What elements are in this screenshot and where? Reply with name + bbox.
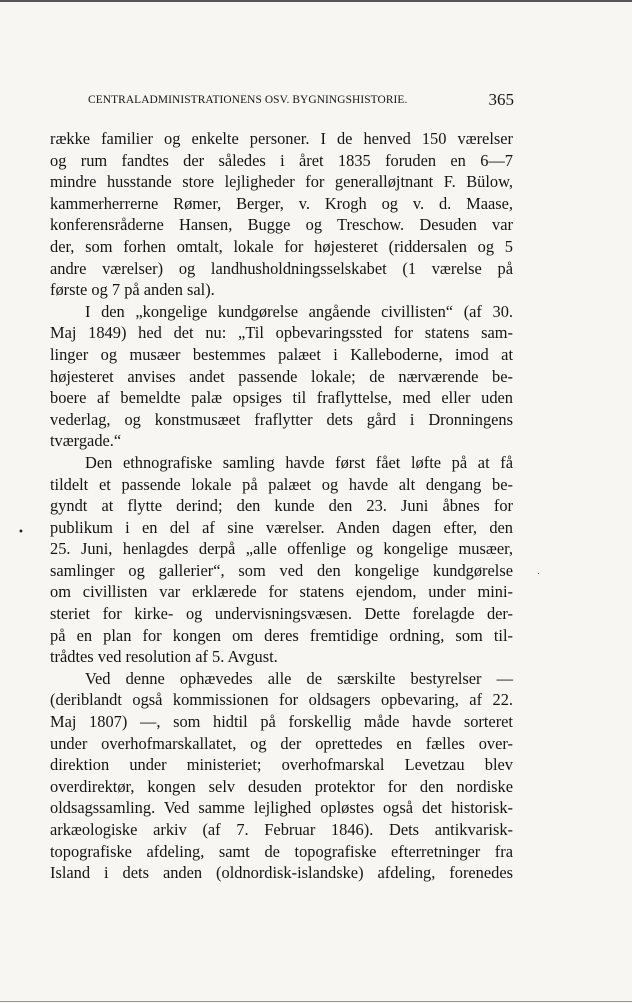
text-line: steriet for kirke- og undervisningsvæsen. Dette forelagde der- — [50, 604, 513, 624]
text-line: samlinger og gallerier“, som ved den kongelige kundgørelse — [50, 560, 513, 580]
text-line: Ved denne ophævedes alle de særskilte bestyrelser — — [85, 668, 513, 688]
text-line: oldsagssamling. Ved samme lejlighed opløstes også det historisk- — [50, 798, 513, 818]
text-line: Maj 1807) —, som hidtil på forskellig måde havde sorteret — [50, 712, 513, 732]
running-title: CENTRALADMINISTRATIONENS OSV. BYGNINGSHISTORIE. — [88, 94, 408, 106]
text-line: under overhofmarskallatet, og der oprettedes en fælles over- — [50, 733, 513, 753]
text-line: kammerherrerne Rømer, Berger, v. Krogh og v. d. Maase, — [50, 193, 513, 213]
text-line: om civillisten var erklærede for statens ejendom, under mini- — [50, 582, 513, 602]
text-line: direktion under ministeriet; overhofmarskal Levetzau blev — [50, 755, 513, 775]
text-line: overdirektør, kongen selv desuden protektor for den nordiske — [50, 776, 513, 796]
text-line: mindre husstande store lejligheder for generalløjtnant F. Bülow, — [50, 172, 513, 192]
text-line: første og 7 på anden sal). — [50, 280, 215, 300]
text-line: 25. Juni, henlagdes derpå „alle offenlige og kongelige musæer, — [50, 539, 513, 559]
text-line: højesteret anvises andet passende lokale; de nærværende be- — [50, 366, 513, 386]
text-line: linger og musæer bestemmes palæet i Kalleboderne, imod at — [50, 344, 513, 364]
text-line: vederlag, og konstmusæet fraflytter dets gård i Dronningens — [50, 409, 513, 429]
stray-mark: . — [537, 567, 540, 577]
text-line: Maj 1849) hed det nu: „Til opbevaringssted for statens sam- — [50, 323, 513, 343]
page-number: 365 — [488, 90, 514, 109]
text-line: trådtes ved resolution af 5. Avgust. — [50, 647, 278, 667]
text-line: der, som forhen omtalt, lokale for højesteret (riddersalen og 5 — [50, 236, 513, 256]
text-line: på en plan for kongen om deres fremtidige ordning, som til- — [50, 625, 513, 645]
body-text — [50, 128, 513, 884]
text-line: tildelt et passende lokale på palæet og havde alt dengang be- — [50, 474, 513, 494]
text-line: konferensråderne Hansen, Bugge og Treschow. Desuden var — [50, 215, 513, 235]
running-head — [88, 90, 514, 112]
text-line: publikum i en del af sine værelser. Anden dagen efter, den — [50, 517, 513, 537]
text-line: I den „kongelige kundgørelse angående civillisten“ (af 30. — [85, 301, 513, 321]
page-top-edge — [0, 0, 632, 2]
text-line: boere af bemeldte palæ opsiges til fraflyttelse, med eller uden — [50, 388, 513, 408]
text-line: Island i dets anden (oldnordisk-islandske) afdeling, forenedes — [50, 863, 513, 883]
text-line: topografiske afdeling, samt de topografiske efterretninger fra — [50, 841, 513, 861]
text-line: arkæologiske arkiv (af 7. Februar 1846). Dets antikvarisk- — [50, 820, 513, 839]
margin-mark: • — [18, 527, 24, 538]
text-line: række familier og enkelte personer. I de henved 150 værelser — [50, 129, 513, 148]
text-line: tværgade.“ — [50, 431, 122, 451]
text-line: og rum fandtes der således i året 1835 foruden en 6—7 — [50, 150, 513, 170]
text-line: Den ethnografiske samling havde først fået løfte på at få — [85, 452, 513, 472]
page-bottom-edge — [0, 1001, 632, 1002]
text-line: gyndt at flytte derind; den kunde den 23. Juni åbnes for — [50, 496, 513, 516]
text-line: (deriblandt også kommissionen for oldsagers opbevaring, af 22. — [50, 690, 513, 710]
text-line: andre værelser) og landhusholdningsselskabet (1 værelse på — [50, 258, 513, 278]
